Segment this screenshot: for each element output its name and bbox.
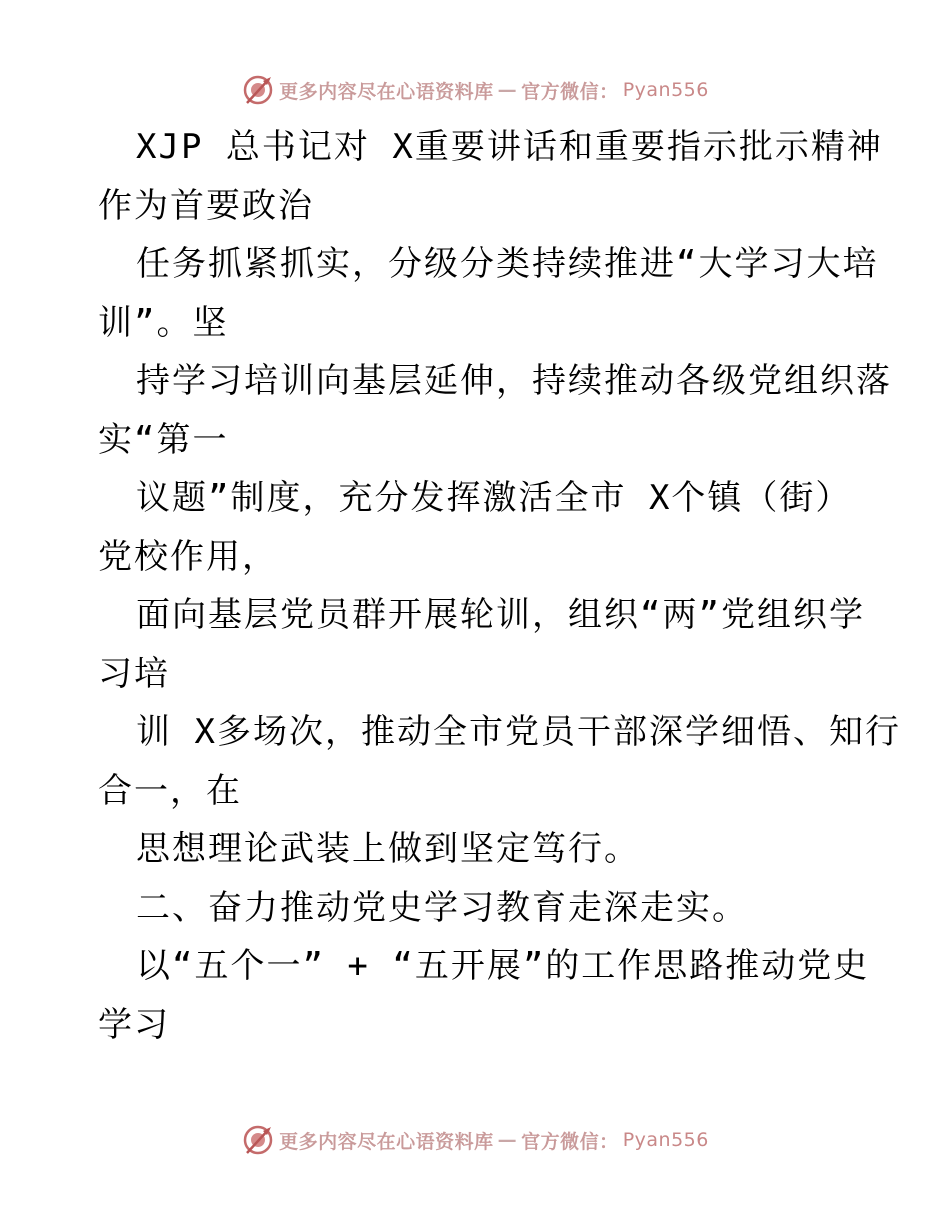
- text-line: XJP 总书记对 X重要讲话和重要指示批示精神: [136, 127, 883, 167]
- document-body: [98, 118, 901, 1054]
- text-line: 议题”制度，充分发挥激活全市 X个镇（街）: [136, 478, 852, 518]
- banner-wechat-id: Pyan556: [622, 1129, 709, 1151]
- text-line: 以“五个一” + “五开展”的工作思路推动党史: [136, 946, 870, 986]
- text-line: 持学习培训向基层延伸，持续推动各级党组织落: [136, 361, 892, 401]
- text-line: 二、奋力推动党史学习教育走深走实。: [136, 887, 748, 928]
- text-line: 合一，在: [98, 770, 242, 811]
- quill-logo-icon: [241, 1123, 275, 1157]
- text-line: 党校作用，: [98, 536, 278, 577]
- banner-slogan: 更多内容尽在心语资料库: [279, 1130, 494, 1153]
- banner-wechat-label: 官方微信：: [521, 1130, 619, 1153]
- footer-watermark-banner: [0, 1120, 950, 1160]
- banner-separator: —: [497, 1129, 518, 1151]
- quill-logo-icon: [241, 73, 275, 107]
- banner-separator: —: [497, 79, 518, 101]
- text-line: 思想理论武装上做到坚定笃行。: [136, 829, 640, 869]
- text-line: 学习: [98, 1004, 170, 1045]
- text-line: 训 X多场次，推动全市党员干部深学细悟、知行: [136, 712, 901, 752]
- text-line: 习培: [98, 653, 170, 694]
- text-line: 作为首要政治: [98, 185, 314, 226]
- text-line: 实“第一: [98, 419, 229, 460]
- text-line: 训”。坚: [98, 302, 229, 343]
- banner-wechat-id: Pyan556: [622, 79, 709, 101]
- text-line: 任务抓紧抓实，分级分类持续推进“大学习大培: [136, 244, 879, 284]
- banner-slogan: 更多内容尽在心语资料库: [279, 80, 494, 103]
- header-watermark-banner: [0, 70, 950, 110]
- text-line: 面向基层党员群开展轮训，组织“两”党组织学: [136, 595, 865, 635]
- banner-wechat-label: 官方微信：: [521, 80, 619, 103]
